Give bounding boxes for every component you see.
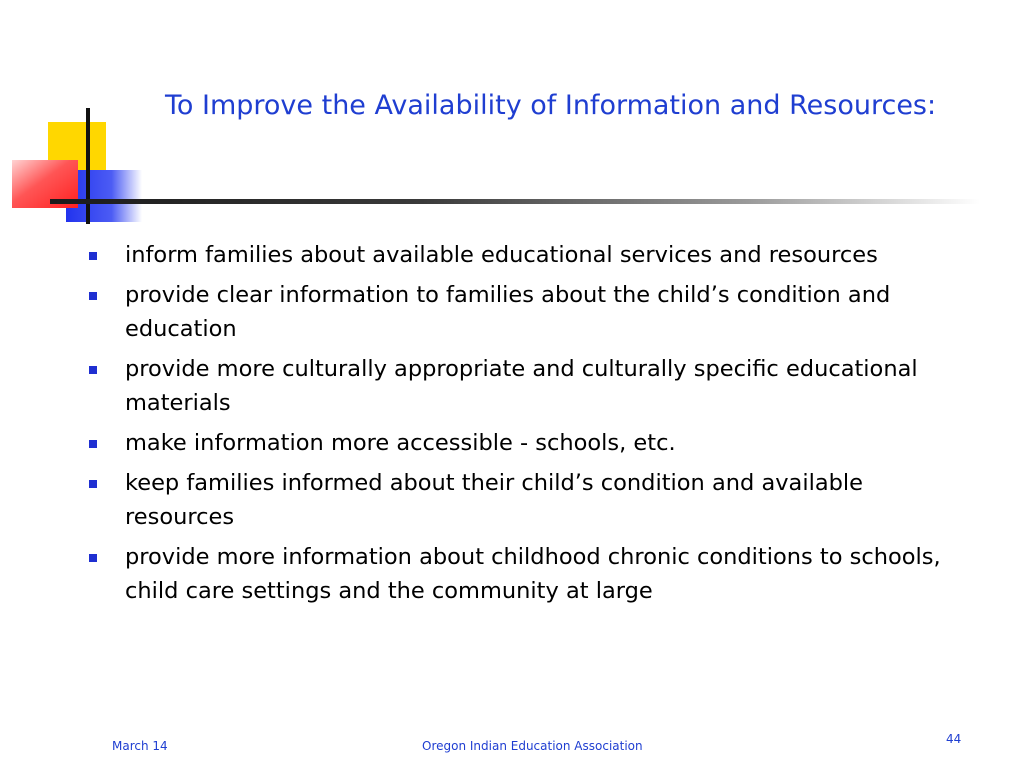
bullet-list (88, 238, 968, 614)
bullet-text: inform families about available educational services and resources (125, 242, 878, 268)
footer-organization: Oregon Indian Education Association (422, 739, 643, 753)
slide-number: 44 (946, 732, 962, 746)
bullet-item (88, 540, 968, 608)
bullet-text: provide more information about childhood chronic conditions to schools, child care settings and the community at large (125, 544, 941, 604)
square-bullet-icon (89, 252, 97, 260)
bullet-text: make information more accessible - schools, etc. (125, 430, 676, 456)
bullet-item (88, 238, 968, 272)
bullet-text: provide more culturally appropriate and culturally specific educational materials (125, 356, 918, 416)
title-divider (50, 199, 980, 204)
square-bullet-icon (89, 554, 97, 562)
square-bullet-icon (89, 440, 97, 448)
square-bullet-icon (89, 366, 97, 374)
bullet-text: provide clear information to families about the child’s condition and education (125, 282, 891, 342)
bullet-item (88, 466, 968, 534)
square-bullet-icon (89, 292, 97, 300)
decorative-blocks-logo (0, 100, 150, 230)
bullet-item (88, 426, 968, 460)
footer-date: March 14 (112, 739, 168, 753)
square-bullet-icon (89, 480, 97, 488)
slide-title: To Improve the Availability of Information and Resources: (165, 90, 937, 121)
bullet-item (88, 278, 968, 346)
bullet-item (88, 352, 968, 420)
bullet-text: keep families informed about their child’s condition and available resources (125, 470, 864, 530)
vertical-bar (86, 108, 90, 224)
